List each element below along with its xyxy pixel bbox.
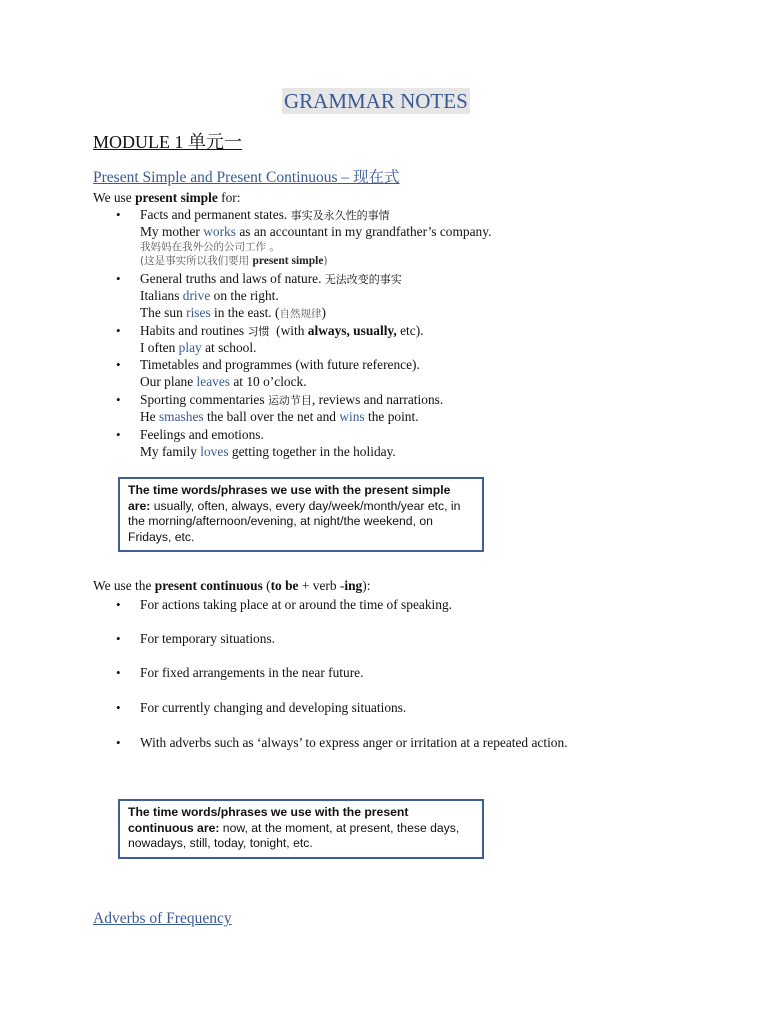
bullet-cjk: 无法改变的事实 bbox=[324, 273, 402, 286]
bullet-dot: • bbox=[116, 271, 121, 286]
bullet-text-mid: (with bbox=[269, 323, 308, 338]
bullet-text: Facts and permanent states. bbox=[140, 207, 291, 222]
example-text: I often bbox=[140, 340, 179, 355]
box-text: now, at the moment, at present, these days, nowadays, still, today, tonight, etc. bbox=[128, 820, 460, 850]
bullet-dot: • bbox=[116, 323, 121, 338]
present-simple-intro bbox=[93, 189, 240, 206]
example-text-end: the point. bbox=[364, 409, 419, 424]
bullet-cjk: 运动节目 bbox=[267, 394, 312, 407]
example-verb: leaves bbox=[196, 374, 230, 389]
example-cjk: 自然规律 bbox=[279, 308, 322, 320]
module-heading: MODULE 1 单元一 bbox=[93, 132, 242, 152]
example-text-end: getting together in the holiday. bbox=[228, 444, 396, 459]
translation-line: 我妈妈在我外公的公司工作 。 bbox=[140, 241, 280, 253]
example-loves bbox=[140, 443, 396, 460]
intro-text: We use the bbox=[93, 578, 155, 593]
note-text-end: ) bbox=[323, 255, 328, 267]
intro-text-end: for: bbox=[217, 190, 241, 205]
continuous-use-arrangements: For fixed arrangements in the near future. bbox=[140, 665, 364, 680]
note-text: (这是事实所以我们要用 bbox=[140, 255, 253, 267]
bullet-timetables: Timetables and programmes (with future reference). bbox=[140, 357, 420, 372]
example-verb: smashes bbox=[158, 409, 204, 424]
example-text-end: ) bbox=[321, 305, 326, 320]
intro-text-mid: ( bbox=[262, 578, 271, 593]
note-bold: present simple bbox=[252, 255, 324, 267]
present-continuous-intro bbox=[93, 577, 370, 594]
intro-bold: present continuous bbox=[154, 578, 263, 593]
present-continuous-time-words-box bbox=[118, 799, 484, 859]
intro-bold: to be bbox=[270, 578, 299, 593]
bullet-feelings: Feelings and emotions. bbox=[140, 427, 264, 442]
bullet-dot: • bbox=[116, 207, 121, 222]
bullet-text-end: , reviews and narrations. bbox=[311, 392, 444, 407]
present-simple-time-words-box bbox=[118, 477, 484, 552]
example-verb: works bbox=[203, 224, 236, 239]
bullet-sporting bbox=[140, 391, 443, 409]
bullet-general-truths bbox=[140, 270, 402, 288]
bullet-dot: • bbox=[116, 392, 121, 407]
continuous-use-adverbs: With adverbs such as ‘always’ to express anger or irritation at a repeated action. bbox=[140, 735, 568, 750]
example-text: My mother bbox=[140, 224, 204, 239]
example-play bbox=[140, 339, 256, 356]
example-text: My family bbox=[140, 444, 201, 459]
example-text-end: at school. bbox=[201, 340, 257, 355]
example-verb: loves bbox=[200, 444, 229, 459]
box-bold-text: The time words/phrases we use with the present continuous are: bbox=[128, 805, 409, 835]
example-verb: rises bbox=[186, 305, 211, 320]
example-rises bbox=[140, 304, 326, 323]
bullet-dot: • bbox=[116, 735, 121, 750]
bullet-dot: • bbox=[116, 357, 121, 372]
example-text-end: at 10 o’clock. bbox=[230, 374, 307, 389]
bullet-dot: • bbox=[116, 597, 121, 612]
note-line bbox=[140, 254, 328, 269]
example-text-mid: in the east. ( bbox=[210, 305, 280, 320]
example-leaves bbox=[140, 373, 307, 390]
example-works bbox=[140, 223, 491, 240]
bullet-dot: • bbox=[116, 631, 121, 646]
intro-bold: ing bbox=[344, 578, 363, 593]
continuous-use-actions: For actions taking place at or around the time of speaking. bbox=[140, 597, 452, 612]
bullet-habits bbox=[140, 322, 424, 340]
bullet-text: Sporting commentaries bbox=[140, 392, 268, 407]
bullet-dot: • bbox=[116, 700, 121, 715]
intro-bold: present simple bbox=[135, 190, 218, 205]
bullet-dot: • bbox=[116, 665, 121, 680]
section-heading-present-simple-continuous: Present Simple and Present Continuous – 现在式 bbox=[93, 169, 400, 186]
section-heading-adverbs-of-frequency: Adverbs of Frequency bbox=[93, 910, 232, 927]
intro-text: We use bbox=[93, 190, 136, 205]
bullet-cjk: 习惯 bbox=[247, 325, 270, 338]
continuous-use-changing: For currently changing and developing situations. bbox=[140, 700, 407, 715]
page-title: GRAMMAR NOTES bbox=[284, 89, 468, 113]
continuous-use-temporary: For temporary situations. bbox=[140, 631, 276, 646]
intro-text-end: ): bbox=[362, 578, 371, 593]
intro-text-mid: + verb - bbox=[298, 578, 345, 593]
bullet-text: Habits and routines bbox=[140, 323, 248, 338]
example-text: Our plane bbox=[140, 374, 197, 389]
example-text-mid: the ball over the net and bbox=[203, 409, 340, 424]
example-text-end: as an accountant in my grandfather’s company. bbox=[235, 224, 492, 239]
example-drive bbox=[140, 287, 279, 304]
example-smashes bbox=[140, 408, 419, 425]
bullet-text-end: etc). bbox=[396, 323, 424, 338]
bullet-cjk: 事实及永久性的事情 bbox=[290, 209, 390, 222]
bullet-dot: • bbox=[116, 427, 121, 442]
box-bold-text: The time words/phrases we use with the present simple are: bbox=[128, 483, 451, 513]
example-verb: play bbox=[178, 340, 202, 355]
example-verb: drive bbox=[182, 288, 211, 303]
example-text: The sun bbox=[140, 305, 187, 320]
bullet-bold: always, usually, bbox=[307, 323, 397, 338]
bullet-facts bbox=[140, 206, 390, 224]
example-text: Italians bbox=[140, 288, 183, 303]
bullet-text: General truths and laws of nature. bbox=[140, 271, 325, 286]
box-text: usually, often, always, every day/week/month/year etc, in the morning/afternoon/evening, at night/the weekend, on Fridays, etc. bbox=[128, 498, 461, 544]
example-text-end: on the right. bbox=[210, 288, 279, 303]
example-verb: wins bbox=[339, 409, 365, 424]
example-text: He bbox=[140, 409, 159, 424]
